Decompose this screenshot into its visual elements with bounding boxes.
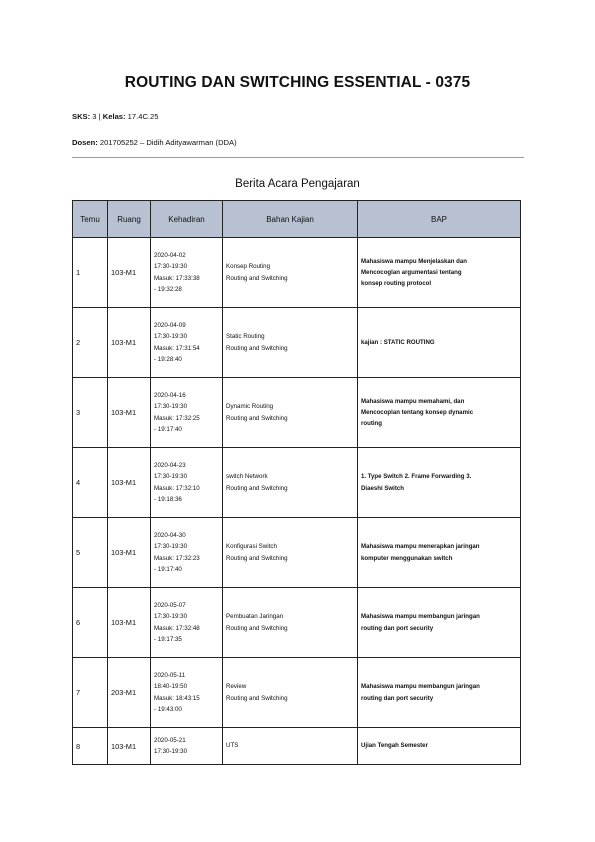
cell-temu: 3 (73, 378, 108, 448)
cell-bap-line: Mencocoplan tentang konsep dynamic (361, 408, 474, 416)
col-header-temu: Temu (73, 201, 108, 238)
cell-temu: 6 (73, 588, 108, 658)
cell-kehadiran-line: - 19:17:35 (154, 635, 182, 643)
cell-kehadiran-line: 17:30-19:30 (154, 263, 188, 271)
cell-bahan-kajian-line: Routing and Switching (226, 484, 288, 492)
cell-kehadiran-line: - 19:43:00 (154, 705, 182, 713)
table-header-row (73, 201, 521, 238)
cell-bap-line: kajian : STATIC ROUTING (361, 338, 435, 346)
cell-ruang: 103-M1 (108, 588, 151, 658)
cell-ruang: 103-M1 (108, 448, 151, 518)
cell-bahan-kajian (223, 308, 358, 378)
col-header-kehadiran: Kehadiran (151, 201, 223, 238)
cell-bahan-kajian (223, 378, 358, 448)
cell-ruang: 103-M1 (108, 308, 151, 378)
cell-bap-line: Ujian Tengah Semester (361, 742, 428, 750)
table-row (73, 448, 521, 518)
kelas-value: 17.4C.25 (127, 112, 159, 121)
cell-bap-line: Mahasiswa mampu Menjelaskan dan (361, 257, 468, 265)
cell-kehadiran (151, 238, 223, 308)
cell-bahan-kajian-line: Konsep Routing (226, 263, 271, 271)
cell-bap-line: Mahasiswa mampu membangun jaringan (361, 683, 480, 691)
cell-bap-line: routing dan port security (361, 624, 434, 632)
cell-bap (358, 308, 521, 378)
cell-bap (358, 588, 521, 658)
cell-bahan-kajian (223, 238, 358, 308)
cell-temu: 7 (73, 658, 108, 728)
cell-kehadiran-line: 18:40-19:50 (154, 683, 188, 691)
separator: | (98, 112, 101, 121)
cell-kehadiran-line: 17:30-19:30 (154, 403, 188, 411)
cell-bahan-kajian-line: Routing and Switching (226, 414, 288, 422)
cell-kehadiran (151, 448, 223, 518)
cell-bap (358, 518, 521, 588)
cell-bahan-kajian (223, 728, 358, 765)
cell-bahan-kajian-line: Routing and Switching (226, 274, 288, 282)
cell-bahan-kajian-line: Static Routing (226, 333, 265, 341)
cell-temu: 5 (73, 518, 108, 588)
cell-temu: 8 (73, 728, 108, 765)
sks-label: SKS: (72, 112, 91, 121)
cell-ruang: 203-M1 (108, 658, 151, 728)
cell-kehadiran (151, 378, 223, 448)
cell-temu: 1 (73, 238, 108, 308)
cell-kehadiran-line: - 19:17:40 (154, 425, 182, 433)
cell-kehadiran-line: 17:30-19:30 (154, 543, 188, 551)
cell-bap-line: komputer menggunakan switch (361, 554, 453, 562)
cell-bahan-kajian-line: Dynamic Routing (226, 403, 274, 411)
cell-kehadiran-line: 17:30-19:30 (154, 473, 188, 481)
cell-kehadiran-line: Masuk: 17:32:48 (154, 624, 200, 632)
cell-ruang: 103-M1 (108, 378, 151, 448)
cell-bahan-kajian-line: Routing and Switching (226, 344, 288, 352)
cell-kehadiran (151, 518, 223, 588)
class-info (72, 112, 159, 121)
cell-kehadiran-line: Masuk: 18:43:15 (154, 694, 200, 702)
table-row (73, 728, 521, 765)
cell-bap (358, 728, 521, 765)
cell-temu: 2 (73, 308, 108, 378)
cell-bahan-kajian-line: Pembuatan Jaringan (226, 613, 284, 621)
table-row (73, 658, 521, 728)
cell-ruang: 103-M1 (108, 518, 151, 588)
section-title: Berita Acara Pengajaran (235, 178, 360, 190)
cell-bap-line: Diaeshi Switch (361, 484, 405, 492)
cell-kehadiran-line: 2020-05-11 (154, 671, 186, 679)
cell-bahan-kajian-line: switch Network (226, 473, 268, 481)
cell-bap-line: Mahasiswa mampu menerapkan jaringan (361, 543, 480, 551)
cell-kehadiran-line: Masuk: 17:32:23 (154, 554, 200, 562)
kelas-label: Kelas: (102, 112, 126, 121)
cell-bahan-kajian (223, 658, 358, 728)
cell-kehadiran-line: 17:30-19:30 (154, 748, 188, 755)
cell-bap-line: Mahasiswa mampu memahami, dan (361, 397, 465, 405)
cell-kehadiran-line: - 19:28:40 (154, 355, 182, 363)
cell-kehadiran-line: Masuk: 17:32:10 (154, 484, 200, 492)
cell-kehadiran-line: 2020-05-21 (154, 736, 186, 744)
cell-kehadiran (151, 728, 223, 765)
cell-kehadiran (151, 658, 223, 728)
cell-bahan-kajian-line: Review (226, 683, 247, 691)
cell-kehadiran-line: Masuk: 17:33:38 (154, 274, 200, 282)
cell-temu: 4 (73, 448, 108, 518)
cell-bap-line: konsep routing protocol (361, 280, 432, 288)
cell-bahan-kajian (223, 518, 358, 588)
col-header-bap: BAP (358, 201, 521, 238)
cell-kehadiran-line: - 19:17:40 (154, 565, 182, 573)
course-title: ROUTING DAN SWITCHING ESSENTIAL - 0375 (124, 74, 471, 91)
cell-kehadiran-line: 2020-04-23 (154, 461, 186, 469)
cell-ruang: 103-M1 (108, 238, 151, 308)
table-row (73, 238, 521, 308)
dosen-value: 201705252 – Didih Adityawarman (DDA) (99, 138, 237, 147)
table-row (73, 588, 521, 658)
cell-bahan-kajian-line: Konfigurasi Switch (226, 543, 277, 551)
cell-kehadiran (151, 308, 223, 378)
cell-bap (358, 658, 521, 728)
table-row (73, 518, 521, 588)
cell-bahan-kajian-line: Routing and Switching (226, 694, 288, 702)
col-header-ruang: Ruang (108, 201, 151, 238)
cell-kehadiran-line: - 19:32:28 (154, 285, 182, 293)
cell-bap (358, 238, 521, 308)
cell-bap (358, 378, 521, 448)
bap-table (72, 200, 521, 765)
dosen-label: Dosen: (72, 138, 98, 147)
table-row (73, 378, 521, 448)
cell-bap-line: routing (361, 420, 382, 428)
cell-bahan-kajian-line: UTS (226, 742, 239, 750)
table-row (73, 308, 521, 378)
cell-kehadiran-line: 2020-04-09 (154, 321, 186, 329)
sks-value: 3 (92, 112, 97, 121)
cell-kehadiran-line: Masuk: 17:32:25 (154, 414, 200, 422)
cell-kehadiran-line: - 19:18:36 (154, 495, 182, 503)
cell-kehadiran-line: 2020-05-07 (154, 601, 186, 609)
cell-bap-line: Mencocoglan argumentasi tentang (361, 268, 462, 276)
cell-kehadiran-line: 17:30-19:30 (154, 613, 188, 621)
cell-bap-line: routing dan port security (361, 694, 434, 702)
cell-ruang: 103-M1 (108, 728, 151, 765)
cell-kehadiran (151, 588, 223, 658)
cell-bahan-kajian (223, 448, 358, 518)
cell-kehadiran-line: Masuk: 17:31:54 (154, 344, 200, 352)
cell-kehadiran-line: 2020-04-16 (154, 391, 186, 399)
cell-kehadiran-line: 2020-04-30 (154, 531, 186, 539)
cell-bap-line: Mahasiswa mampu membangun jaringan (361, 613, 480, 621)
cell-bahan-kajian-line: Routing and Switching (226, 554, 288, 562)
lecturer-info (72, 138, 237, 147)
cell-bahan-kajian-line: Routing and Switching (226, 624, 288, 632)
cell-bap (358, 448, 521, 518)
divider (72, 157, 524, 158)
cell-kehadiran-line: 17:30-19:30 (154, 333, 188, 341)
cell-bahan-kajian (223, 588, 358, 658)
cell-kehadiran-line: 2020-04-02 (154, 251, 186, 259)
cell-bap-line: 1. Type Switch 2. Frame Forwarding 3. (361, 473, 472, 481)
col-header-bahan-kajian: Bahan Kajian (223, 201, 358, 238)
